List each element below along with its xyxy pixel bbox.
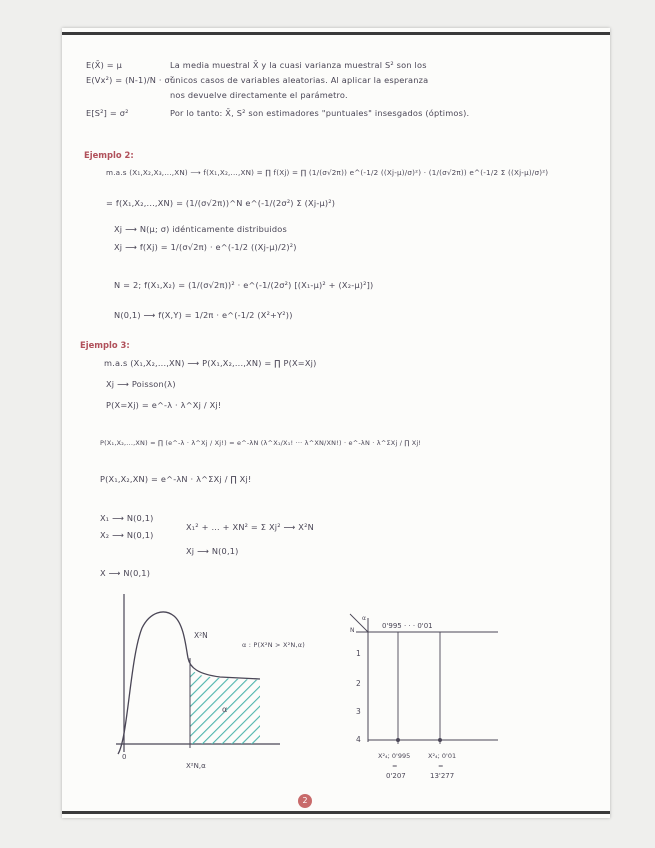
column-header: 0'995 · · · 0'01	[382, 622, 433, 630]
ej3-line-2: Xj ⟶ Poisson(λ)	[106, 379, 176, 389]
area-label: α	[222, 705, 228, 714]
ej2-line-6: N(0,1) ⟶ f(X,Y) = 1/2π · e^(-1/2 (X²+Y²))	[114, 310, 293, 320]
ej2-line-2: = f(X₁,X₂,...,XN) = (1/(σ√2π))^N e^(-1/(2σ²) Σ (Xj-μ)²)	[106, 198, 336, 208]
ej3-line-10: X ⟶ N(0,1)	[100, 568, 151, 578]
page-number: 2	[298, 794, 312, 808]
intro-l2-right: únicos casos de variables aleatorias. Al aplicar la esperanza	[170, 75, 429, 85]
notebook-page	[62, 28, 610, 818]
ej3-line-7: X₂ ⟶ N(0,1)	[100, 530, 154, 540]
foot-left-value: 0'207	[386, 772, 406, 780]
intro-l4-right: Por lo tanto: X̄, S² son estimadores "puntuales" insesgados (óptimos).	[170, 108, 470, 118]
ejemplo-3-heading: Ejemplo 3:	[80, 340, 130, 350]
ej3-line-6: X₁ ⟶ N(0,1)	[100, 513, 154, 523]
ej2-line-4: Xj ⟶ f(Xj) = 1/(σ√2π) · e^(-1/2 ((Xj-μ)/2)²)	[114, 242, 297, 252]
row-3: 3	[356, 707, 361, 716]
foot-right-label: X²₄; 0'01	[428, 752, 457, 760]
ej3-line-5: P(X₁,X₂,XN) = e^-λN · λ^ΣXj / ∏ Xj!	[100, 474, 252, 484]
row-4: 4	[356, 735, 361, 744]
intro-l4-left: E[S²] = σ²	[86, 108, 129, 118]
ej3-line-9: Xj ⟶ N(0,1)	[186, 546, 239, 556]
corner-alpha: α	[362, 615, 366, 622]
ej3-line-8: X₁² + ... + XN² = Σ Xj² ⟶ X²N	[186, 522, 314, 532]
intro-l1-right: La media muestral X̄ y la cuasi varianza muestral S² son los	[170, 60, 427, 70]
chi-square-table	[342, 608, 512, 788]
intro-l2-left: E(Vx²) = (N-1)/N · σ²	[86, 75, 174, 85]
ej3-line-1: m.a.s (X₁,X₂,...,XN) ⟶ P(X₁,X₂,...,XN) = ∏ P(X=Xj)	[104, 358, 317, 368]
ej3-line-3: P(X=Xj) = e^-λ · λ^Xj / Xj!	[106, 400, 222, 410]
ej3-line-4: P(X₁,X₂,...,XN) = ∏ (e^-λ · λ^Xj / Xj!) = e^-λN (λ^X₁/X₁! ··· λ^XN/XN!) · e^-λN · λ^ΣXj / ∏ Xj!	[100, 439, 422, 447]
foot-left-eq: =	[392, 762, 398, 770]
row-1: 1	[356, 649, 361, 658]
ej2-line-1: m.a.s (X₁,X₂,X₃,...,XN) ⟶ f(X₁,X₂,...,XN) = ∏ f(Xj) = ∏ (1/(σ√2π)) e^(-1/2 ((Xj-μ)/σ)²) · (1/(σ√2π)) e^(-1/2 Σ ((Xj-μ)/σ)²)	[106, 168, 549, 177]
foot-right-value: 13'277	[430, 772, 455, 780]
curve-label: X²N	[194, 631, 208, 640]
bottom-margin-line	[62, 811, 610, 814]
row-2: 2	[356, 679, 361, 688]
top-margin-line	[62, 32, 610, 35]
corner-n: N	[350, 627, 355, 634]
ej2-line-5: N = 2; f(X₁,X₂) = (1/(σ√2π))² · e^(-1/(2σ²) [(X₁-μ)² + (X₂-μ)²])	[114, 280, 374, 290]
foot-right-eq: =	[438, 762, 444, 770]
foot-left-label: X²₄; 0'995	[378, 752, 411, 760]
point-001	[438, 738, 442, 742]
ejemplo-2-heading: Ejemplo 2:	[84, 150, 134, 160]
alpha-equation: α : P(X²N > X²N,α)	[242, 641, 305, 649]
chi-square-graph	[110, 588, 302, 772]
axis-zero: 0	[122, 753, 127, 761]
axis-critical-label: X²N,α	[186, 762, 206, 770]
intro-l1-left: E(X̄) = μ	[86, 60, 123, 70]
point-0995	[396, 738, 400, 742]
intro-l3-right: nos devuelve directamente el parámetro.	[170, 90, 348, 100]
ej2-line-3: Xj ⟶ N(μ; σ) idénticamente distribuidos	[114, 224, 287, 234]
